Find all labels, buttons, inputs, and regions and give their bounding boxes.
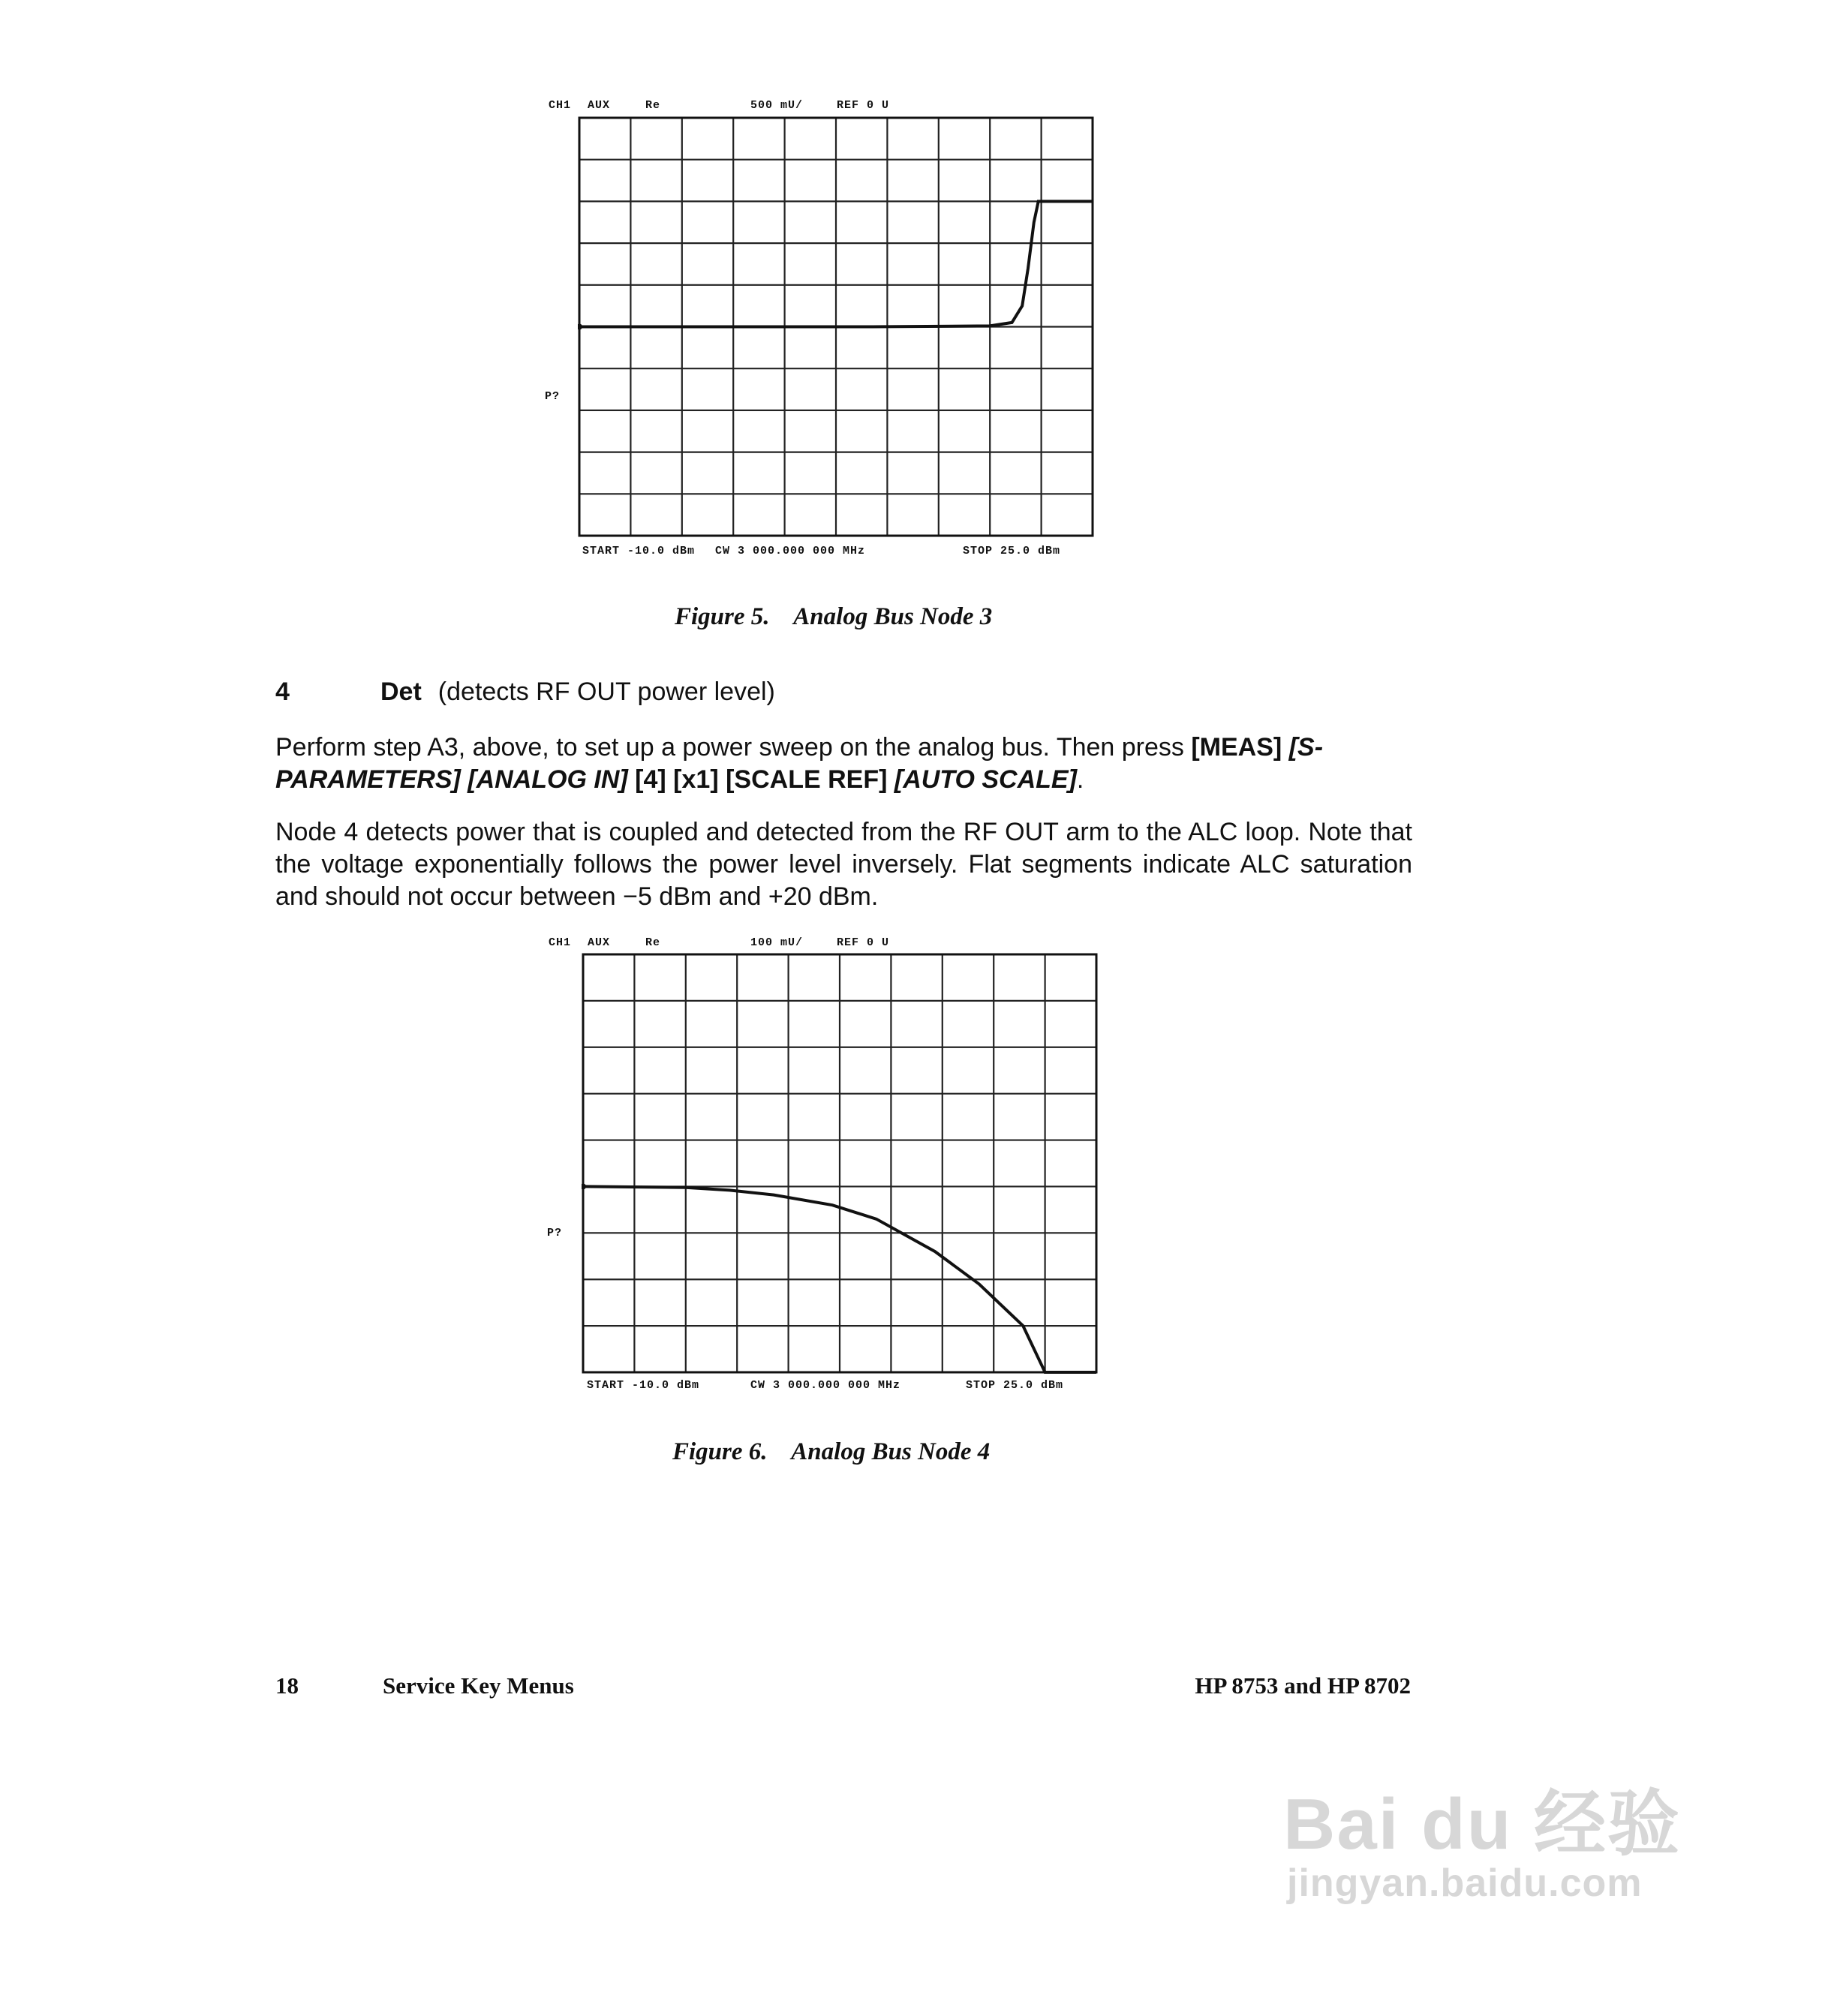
section-subtitle: (detects RF OUT power level) bbox=[437, 678, 775, 706]
figure-6-plot bbox=[582, 953, 1107, 1381]
reference-label: REF 0 U bbox=[837, 936, 890, 949]
start-label: START -10.0 dBm bbox=[587, 1379, 700, 1392]
figure-5-plot bbox=[578, 116, 1103, 544]
section-title: Det bbox=[380, 678, 422, 706]
figure-6-caption: Figure 6. Analog Bus Node 4 bbox=[672, 1438, 991, 1465]
format-label: Re bbox=[645, 936, 661, 949]
instruction-text: Perform step A3, above, to set up a power sweep on the analog bus. Then press bbox=[275, 733, 1192, 762]
reference-marker bbox=[578, 324, 582, 330]
cw-frequency-label: CW 3 000.000 000 MHz bbox=[715, 545, 866, 557]
analog-in-softkey: [ANALOG IN] bbox=[468, 765, 628, 794]
page-number: 18 bbox=[275, 1672, 299, 1699]
format-label: Re bbox=[645, 99, 661, 112]
marker-label: P? bbox=[547, 1227, 563, 1239]
instruction-paragraph: Perform step A3, above, to set up a power sweep on the analog bus. Then press [MEAS] [S-PARAMETERS] [ANALOG IN] [4] [x1] [SCALE REF] [AUTO SCALE]. bbox=[275, 733, 1324, 794]
start-label: START -10.0 dBm bbox=[582, 545, 696, 557]
baidu-logo-watermark: Bai du 经验 bbox=[1283, 1784, 1682, 1864]
s-parameters-softkey: [S-PARAMETERS] bbox=[275, 733, 1324, 794]
x1-key: [x1] bbox=[673, 765, 719, 794]
footer-product: HP 8753 and HP 8702 bbox=[1195, 1672, 1411, 1699]
stop-label: STOP 25.0 dBm bbox=[963, 545, 1061, 557]
aux-label: AUX bbox=[588, 99, 611, 112]
aux-label: AUX bbox=[588, 936, 611, 949]
plot-grid bbox=[583, 954, 1096, 1372]
scale-label: 500 mU/ bbox=[750, 99, 804, 112]
channel-label: CH1 bbox=[549, 99, 572, 112]
auto-scale-softkey: [AUTO SCALE] bbox=[894, 765, 1077, 794]
marker-label: P? bbox=[545, 390, 561, 403]
reference-label: REF 0 U bbox=[837, 99, 890, 112]
stop-label: STOP 25.0 dBm bbox=[966, 1379, 1064, 1392]
baidu-url-watermark: jingyan.baidu.com bbox=[1287, 1861, 1643, 1905]
section-number: 4 bbox=[275, 678, 290, 706]
footer-section: Service Key Menus bbox=[383, 1672, 574, 1699]
meas-key: [MEAS] bbox=[1191, 733, 1282, 762]
figure-5-caption: Figure 5. Analog Bus Node 3 bbox=[675, 603, 993, 630]
four-key: [4] bbox=[635, 765, 666, 794]
reference-marker bbox=[582, 1183, 586, 1189]
section-heading bbox=[275, 678, 775, 707]
cw-frequency-label: CW 3 000.000 000 MHz bbox=[750, 1379, 901, 1392]
channel-label: CH1 bbox=[549, 936, 572, 949]
description-paragraph: Node 4 detects power that is coupled and detected from the RF OUT arm to the ALC loop. Note that the voltage exponentially follows the power level inversely. Flat segments indicate ALC saturation and should not occur between −5 dBm and +20 dBm. bbox=[275, 818, 1412, 911]
scale-label: 100 mU/ bbox=[750, 936, 804, 949]
scale-ref-key: [SCALE REF] bbox=[726, 765, 888, 794]
